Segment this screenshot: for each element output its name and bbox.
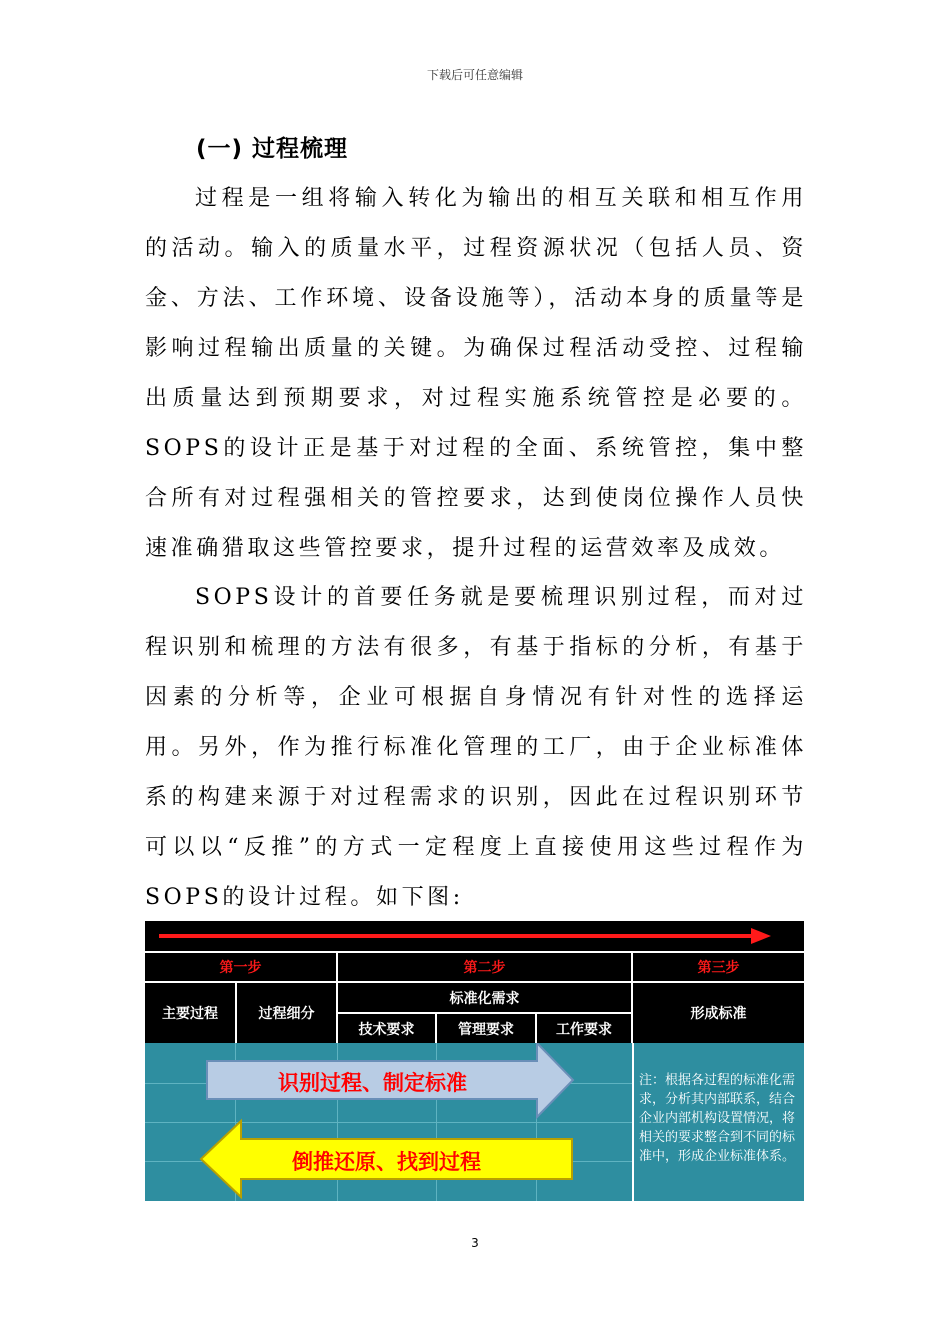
paragraph-2: [145, 573, 807, 923]
paragraph-2-text: SOPS设计的首要任务就是要梳理识别过程，而对过程识别和梳理的方法有很多，有基于指标的分析，有基于因素的分析等，企业可根据自身情况有针对性的选择运用。另外，作为推行标准化管理的工厂，由于企业标准体系的构建来源于对过程需求的识别，因此在过程识别环节可以以“反推”的方式一定程度上直接使用这些过程作为SOPS的设计过程。如下图:: [145, 585, 807, 910]
header-note: 下载后可任意编辑: [426, 68, 523, 82]
step-1-label: 第一步: [219, 960, 262, 976]
section-title: (一) 过程梳理: [196, 136, 349, 162]
page-number: 3: [471, 1236, 479, 1250]
header-process-breakdown: 过程细分: [258, 1006, 315, 1022]
header-main-process: 主要过程: [162, 1006, 218, 1022]
header-mgmt-req: 管理要求: [458, 1021, 514, 1038]
backward-arrow-label: 倒推还原、找到过程: [292, 1150, 481, 1174]
step-2-label: 第二步: [463, 960, 506, 976]
figure-top-bar: [145, 921, 804, 951]
step-3-label: 第三步: [697, 960, 740, 976]
figure-body: [145, 1043, 804, 1201]
figure-note: 注：根据各过程的标准化需求，分析其内部联系，结合企业内部机构设置情况，将相关的要求整合到不同的标准中，形成企业标准体系。: [639, 1073, 796, 1164]
forward-arrow-label: 识别过程、制定标准: [278, 1071, 467, 1095]
figure-header: [145, 951, 804, 1043]
header-form-standard: 形成标准: [690, 1006, 747, 1022]
header-work-req: 工作要求: [556, 1021, 612, 1038]
paragraph-1-text: 过程是一组将输入转化为输出的相互关联和相互作用的活动。输入的质量水平，过程资源状况（包括人员、资金、方法、工作环境、设备设施等），活动本身的质量等是影响过程输出质量的关键。为确保过程活动受控、过程输出质量达到预期要求，对过程实施系统管控是必要的。SOPS的设计正是基于对过程的全面、系统管控，集中整合所有对过程强相关的管控要求，达到使岗位操作人员快速准确猎取这些管控要求，提升过程的运营效率及成效。: [145, 186, 807, 561]
long-arrow-right-icon: [145, 921, 804, 951]
header-tech-req: 技术要求: [358, 1021, 415, 1038]
header-standard-needs: 标准化需求: [449, 990, 520, 1007]
process-figure: [145, 921, 804, 1201]
paragraph-1: [145, 174, 807, 574]
